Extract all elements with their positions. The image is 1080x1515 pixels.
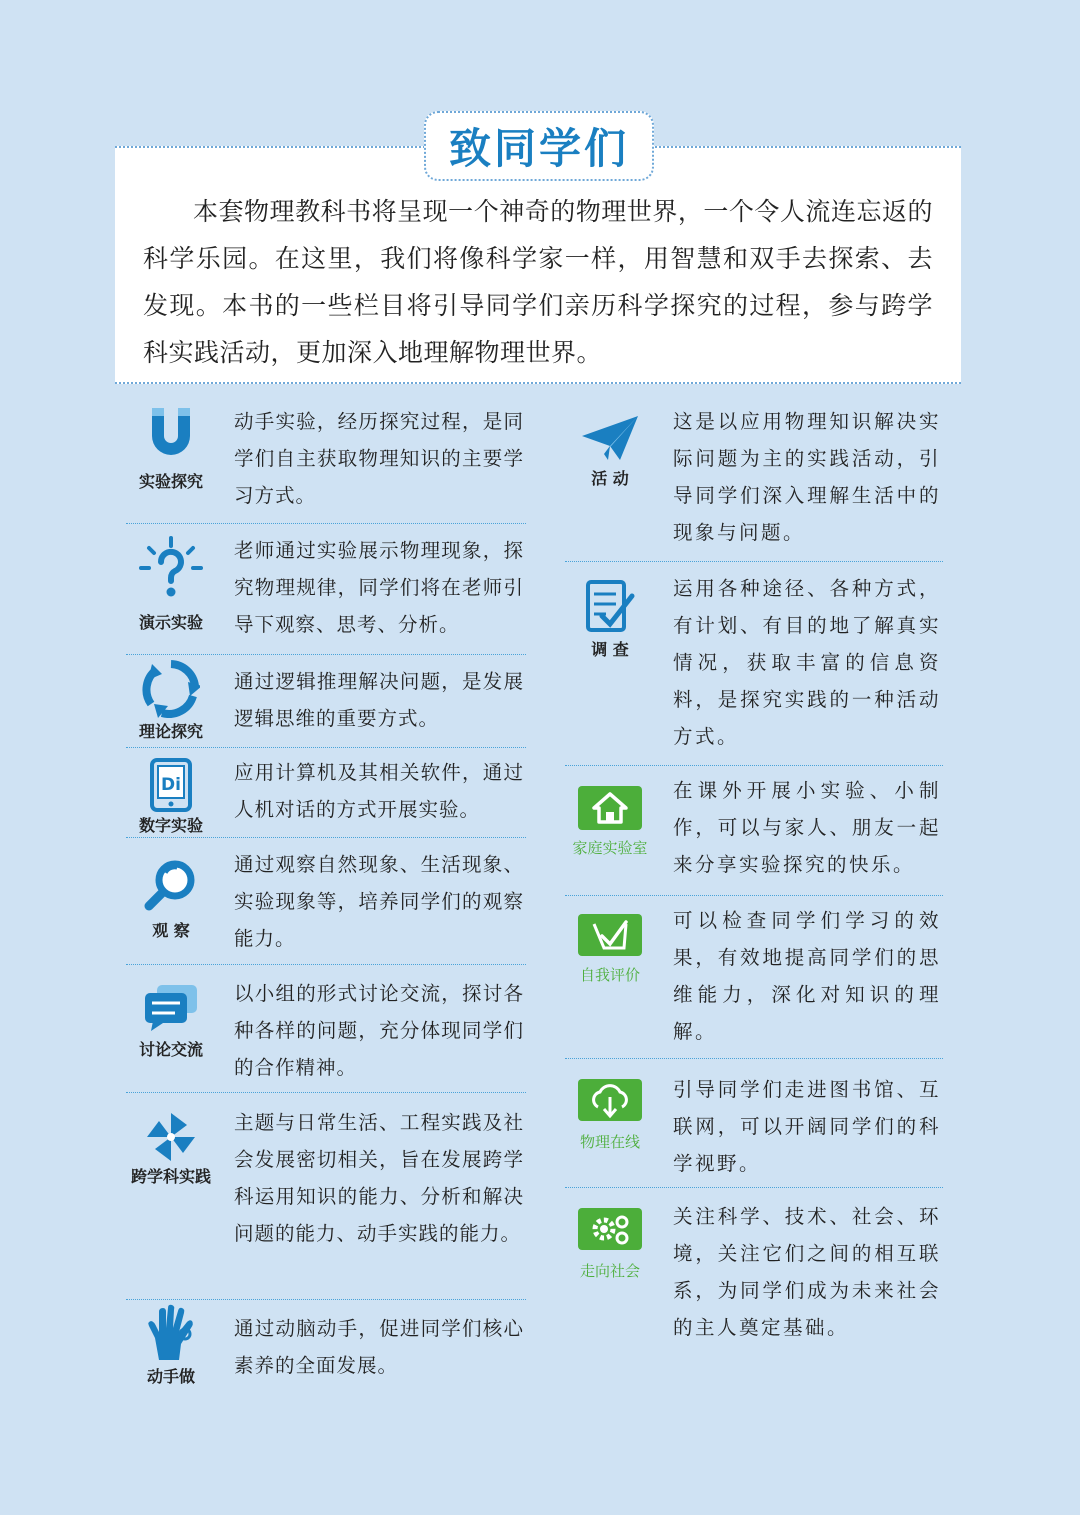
cloud-download-icon bbox=[565, 1079, 655, 1121]
column-label: 活 动 bbox=[591, 469, 629, 488]
hand-icon bbox=[126, 1304, 216, 1362]
column-label: 实验探究 bbox=[138, 472, 203, 491]
column-item-digital-experiment bbox=[126, 748, 526, 838]
column-label: 动手做 bbox=[146, 1367, 195, 1386]
column-item-survey bbox=[565, 562, 943, 766]
column-label: 跨学科实践 bbox=[130, 1167, 211, 1186]
column-item-activity bbox=[565, 400, 943, 562]
column-description: 关注科学、技术、社会、环境，关注它们之间的相互联系，为同学们成为未来社会的主人奠定基础。 bbox=[673, 1205, 941, 1339]
column-label: 调 查 bbox=[591, 640, 629, 659]
column-item-discussion bbox=[126, 965, 526, 1093]
column-description: 主题与日常生活、工程实践及社会发展密切相关，旨在发展跨学科运用知识的能力、分析和解决问题的能力、动手实践的能力。 bbox=[234, 1111, 524, 1245]
title-tab bbox=[424, 111, 654, 181]
column-description: 在课外开展小实验、小制作，可以与家人、朋友一起来分享实验探究的快乐。 bbox=[673, 779, 941, 876]
column-item-interdisciplinary-practice bbox=[126, 1093, 526, 1300]
column-item-hands-on bbox=[126, 1300, 526, 1400]
column-item-experiment-inquiry bbox=[126, 400, 526, 524]
gears-icon bbox=[565, 1208, 655, 1250]
column-item-theory-inquiry bbox=[126, 655, 526, 748]
house-icon bbox=[565, 786, 655, 830]
chat-bubbles-icon bbox=[126, 983, 216, 1031]
column-description: 以小组的形式讨论交流，探讨各种各样的问题，充分体现同学们的合作精神。 bbox=[234, 982, 524, 1079]
intro-paragraph: 本套物理教科书将呈现一个神奇的物理世界，一个令人流连忘返的科学乐园。在这里，我们将像科学家一样，用智慧和双手去探索、去发现。本书的一些栏目将引导同学们亲历科学探究的过程，参与跨学科实践活动，更加深入地理解物理世界。 bbox=[143, 197, 933, 367]
column-label: 家庭实验室 bbox=[572, 839, 648, 857]
paper-plane-icon bbox=[565, 414, 655, 462]
column-item-into-society bbox=[565, 1188, 943, 1358]
column-label: 自我评价 bbox=[579, 966, 640, 984]
column-label: 观 察 bbox=[152, 921, 190, 940]
column-description: 运用各种途径、各种方式，有计划、有目的地了解真实情况，获取丰富的信息资料，是探究实践的一种活动方式。 bbox=[673, 577, 941, 748]
column-description: 通过动脑动手，促进同学们核心素养的全面发展。 bbox=[234, 1317, 524, 1377]
column-description: 可以检查同学们学习的效果，有效地提高同学们的思维能力，深化对知识的理解。 bbox=[673, 909, 941, 1043]
magnet-icon bbox=[126, 406, 216, 462]
column-label: 数字实验 bbox=[138, 816, 203, 835]
column-description: 通过逻辑推理解决问题，是发展逻辑思维的重要方式。 bbox=[234, 670, 524, 730]
page-title: 致同学们 bbox=[448, 124, 629, 173]
column-description: 动手实验，经历探究过程，是同学们自主获取物理知识的主要学习方式。 bbox=[234, 410, 524, 507]
self-evaluation-icon bbox=[565, 914, 655, 956]
column-item-observation bbox=[126, 838, 526, 965]
lightbulb-question-icon bbox=[126, 536, 216, 600]
column-description: 应用计算机及其相关软件，通过人机对话的方式开展实验。 bbox=[234, 761, 524, 821]
cycle-arrows-icon bbox=[126, 660, 216, 718]
column-item-demo-experiment bbox=[126, 524, 526, 655]
svg-text:Di: Di bbox=[161, 775, 181, 795]
column-label: 演示实验 bbox=[138, 613, 203, 632]
column-label: 物理在线 bbox=[579, 1133, 640, 1151]
column-label: 讨论交流 bbox=[138, 1040, 203, 1059]
pinwheel-icon bbox=[126, 1111, 216, 1163]
column-description: 引导同学们走进图书馆、互联网，可以开阔同学们的科学视野。 bbox=[673, 1078, 941, 1175]
digital-tablet-icon bbox=[126, 758, 216, 812]
column-item-physics-online bbox=[565, 1059, 943, 1188]
column-item-home-lab bbox=[565, 766, 943, 896]
column-label: 走向社会 bbox=[579, 1262, 640, 1280]
column-description: 这是以应用物理知识解决实际问题为主的实践活动，引导同学们深入理解生活中的现象与问题。 bbox=[673, 410, 941, 544]
column-description: 通过观察自然现象、生活现象、实验现象等，培养同学们的观察能力。 bbox=[234, 853, 524, 950]
magnifier-icon bbox=[126, 858, 216, 912]
checklist-icon bbox=[565, 578, 655, 634]
column-description: 老师通过实验展示物理现象，探究物理规律，同学们将在老师引导下观察、思考、分析。 bbox=[234, 539, 524, 636]
column-item-self-evaluation bbox=[565, 896, 943, 1059]
column-label: 理论探究 bbox=[138, 722, 203, 741]
